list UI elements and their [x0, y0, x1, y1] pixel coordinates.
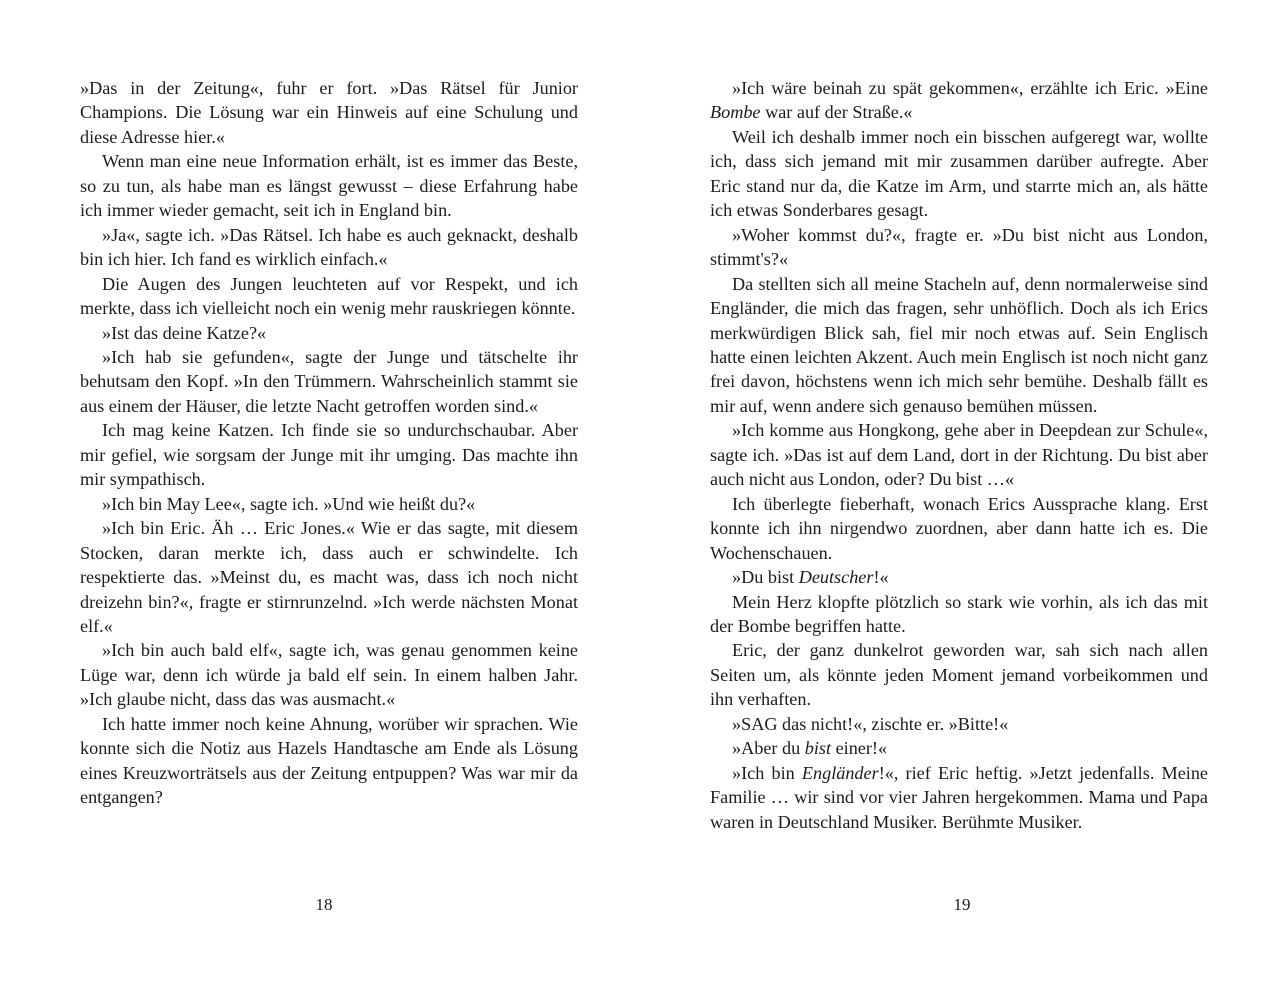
paragraph: Da stellten sich all meine Stacheln auf, denn normalerweise sind Engländer, die mich das fragen, sehr unhöflich. Doch als ich Erics merkwürdigen Blick sah, fiel mir noch etwas auf. Sein Englisch hatte einen leichten Akzent. Auch mein Englisch ist noch nicht ganz frei davon, höchstens wenn ich mich sehr bemühe. Deshalb fällt es mir auf, wenn andere sich genauso bemühen müssen.: [710, 273, 1208, 416]
emphasis: bist: [804, 738, 832, 759]
paragraph: »Woher kommst du?«, fragte er. »Du bist nicht aus London, stimmt's?«: [710, 224, 1208, 270]
paragraph: Mein Herz klopfte plötzlich so stark wie vorhin, als ich das mit der Bombe begriffen hatte.: [710, 591, 1208, 636]
emphasis: Bombe: [710, 102, 761, 123]
paragraph: Ich überlegte fieberhaft, wonach Erics Aussprache klang. Erst konnte ich ihn nirgendwo zuordnen, aber dann hatte ich es. Die Wochenschauen.: [710, 493, 1208, 563]
paragraph: »Ich komme aus Hongkong, gehe aber in Deepdean zur Schule«, sagte ich. »Das ist auf dem Land, dort in der Richtung. Du bist aber auch nicht aus London, oder? Du bist …«: [710, 420, 1208, 490]
paragraph: »SAG das nicht!«, zischte er. »Bitte!«: [732, 713, 1009, 734]
emphasis: Engländer: [801, 762, 879, 783]
paragraph: [710, 565, 1208, 589]
paragraph: [710, 761, 1208, 834]
paragraph: [710, 76, 1208, 125]
paragraph: »Ich bin May Lee«, sagte ich. »Und wie heißt du?«: [102, 493, 476, 514]
page-number: 18: [315, 895, 333, 914]
emphasis: Deutscher: [798, 567, 874, 588]
paragraph: »Ich bin auch bald elf«, sagte ich, was genau genommen keine Lüge war, denn ich würde ja bald elf sein. In einem halben Jahr. »Ich glaube nicht, dass das was ausmacht.«: [80, 640, 578, 710]
paragraph: »Ja«, sagte ich. »Das Rätsel. Ich habe es auch geknackt, deshalb bin ich hier. Ich fand es wirklich einfach.«: [80, 224, 578, 270]
paragraph: »Ich bin Eric. Äh … Eric Jones.« Wie er das sagte, mit diesem Stocken, daran merkte ich, dass auch er schwindelte. Ich respektierte das. »Meinst du, es macht was, dass ich noch nicht dreizehn bin?«, fragte er stirnrunzelnd. »Ich werde nächsten Monat elf.«: [80, 518, 578, 636]
paragraph: Ich hatte immer noch keine Ahnung, worüber wir sprachen. Wie konnte sich die Notiz aus Hazels Handtasche am Ende als Lösung eines Kreuzworträtsels aus der Zeitung entpuppen? Was war mir da entgangen?: [80, 713, 578, 808]
paragraph: »Ich hab sie gefunden«, sagte der Junge und tätschelte ihr behutsam den Kopf. »In den Trümmern. Wahrscheinlich stammt sie aus einem der Häuser, die letzte Nacht getroffen worden sind.«: [80, 346, 578, 416]
text-run: »Du bist: [732, 567, 799, 588]
right-page: [710, 76, 1208, 834]
text-run: »Aber du: [732, 738, 805, 759]
page-number: 19: [953, 895, 971, 914]
left-page: [80, 76, 578, 810]
text-run: einer!«: [831, 738, 888, 759]
paragraph: Weil ich deshalb immer noch ein bisschen aufgeregt war, wollte ich, dass sich jemand mit mir zusammen darüber aufregte. Aber Eric stand nur da, die Katze im Arm, und starrte mich an, als hätte ich etwas Sonderbares gesagt.: [710, 126, 1208, 221]
text-run: »Ich bin: [732, 762, 802, 783]
paragraph: [710, 736, 1208, 760]
text-run: !«: [873, 567, 889, 588]
text-run: !«, rief Eric heftig. »Jetzt jedenfalls. Meine Familie … wir sind vor vier Jahren hergekommen. Mama und Papa waren in Deutschland Musiker. Berühmte Musiker.: [710, 762, 1208, 832]
paragraph: Wenn man eine neue Information erhält, ist es immer das Beste, so zu tun, als habe man es längst gewusst – diese Erfahrung habe ich immer wieder gemacht, seit ich in England bin.: [80, 151, 578, 221]
text-run: war auf der Straße.«: [760, 102, 913, 123]
paragraph: »Das in der Zeitung«, fuhr er fort. »Das Rätsel für Junior Champions. Die Lösung war ein Hinweis auf eine Schulung und diese Adresse hier.«: [80, 78, 578, 147]
text-run: »Ich wäre beinah zu spät gekommen«, erzählte ich Eric. »Eine: [732, 78, 1208, 98]
paragraph: Ich mag keine Katzen. Ich finde sie so undurchschaubar. Aber mir gefiel, wie sorgsam der Junge mit ihr umging. Das machte ihn mir sympathisch.: [80, 420, 578, 490]
paragraph: Die Augen des Jungen leuchteten auf vor Respekt, und ich merkte, dass ich vielleicht noch ein wenig mehr rauskriegen könnte.: [80, 273, 578, 319]
paragraph: Eric, der ganz dunkelrot geworden war, sah sich nach allen Seiten um, als könnte jeden Moment jemand vorbeikommen und ihn verhaften.: [710, 640, 1208, 710]
paragraph: »Ist das deine Katze?«: [102, 322, 267, 343]
